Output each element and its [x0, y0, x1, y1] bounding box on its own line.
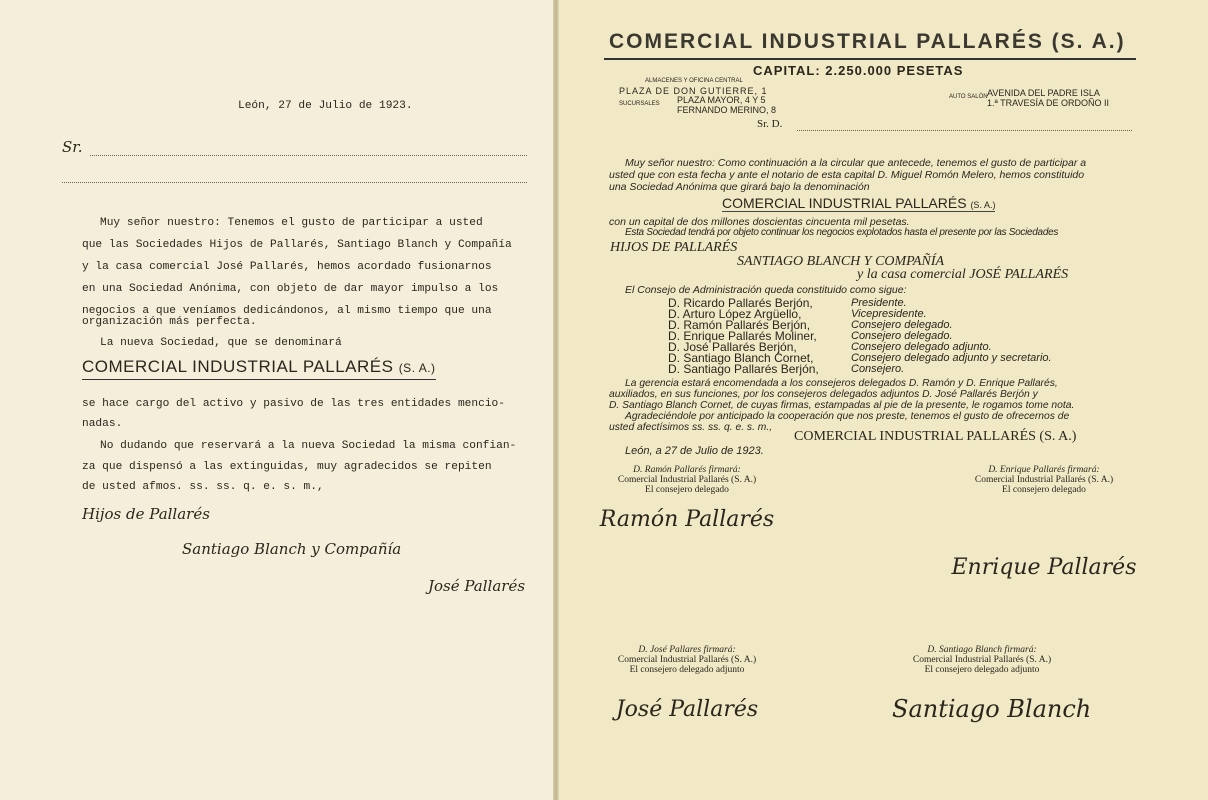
capital-text: con un capital de dos millones doscientas cincuenta mil pesetas.: [609, 216, 910, 228]
council-member-role: Consejero.: [851, 363, 905, 375]
closing-line: usted afectísimos ss. ss. q. e. s. m.,: [609, 422, 773, 433]
society-name: HIJOS DE PALLARÉS: [610, 240, 738, 255]
intro-line: una Sociedad Anónima que girará bajo la denominación: [609, 181, 870, 193]
council-member-name: D. Santiago Blanch Cornet,: [668, 351, 814, 365]
body-line: se hace cargo del activo y pasivo de las tres entidades mencio-: [82, 398, 505, 410]
letter-date: León, a 27 de Julio de 1923.: [625, 445, 764, 457]
office-label: ALMACENES Y OFICINA CENTRAL: [645, 78, 743, 84]
body-line: organización más perfecta.: [82, 316, 257, 328]
branch-address: FERNANDO MERINO, 8: [677, 105, 777, 115]
closing-line: Agradeciéndole por anticipado la cooperación que nos preste, tenemos el gusto de ofrecernos de: [625, 411, 1070, 422]
body-line: za que dispensó a las extinguidas, muy agradecidos se repiten: [82, 461, 492, 473]
salutation-prefix: Sr.: [62, 138, 83, 156]
council-member-role: Vicepresidente.: [851, 308, 927, 320]
signer-block: D. Santiago Blanch firmará: Comercial Industrial Pallarés (S. A.) El consejero delegado adjunto Santiago Blanch: [892, 645, 1092, 723]
signature: José Pallarés: [615, 697, 759, 722]
council-member-name: D. Ramón Pallarés Berjón,: [668, 318, 811, 332]
body-line: La nueva Sociedad, que se denominará: [100, 337, 342, 349]
council-member-role: Consejero delegado.: [851, 319, 953, 331]
council-member-name: D. Arturo López Argüello,: [668, 307, 802, 321]
society-name: SANTIAGO BLANCH Y COMPAÑÍA: [737, 254, 945, 269]
closing-line: La gerencia estará encomendada a los consejeros delegados D. Ramón y D. Enrique Pallarés,: [625, 378, 1058, 389]
body-line: y la casa comercial José Pallarés, hemos acordado fusionarnos: [82, 261, 492, 273]
signature: Santiago Blanch: [892, 695, 1092, 723]
signer-block: D. José Pallares firmará: Comercial Industrial Pallarés (S. A.) El consejero delegado adjunto José Pallarés: [597, 645, 777, 722]
auto-salon-label: AUTO SALÓN: [949, 94, 988, 100]
body-line: No dudando que reservará a la nueva Sociedad la misma confian-: [100, 440, 517, 452]
branches-label: SUCURSALES: [619, 101, 660, 107]
page-fold: [553, 0, 559, 800]
closing-line: D. Santiago Blanch Cornet, de cuyas firmas, estampadas al pie de la presente, le rogamos tome nota.: [609, 400, 1075, 411]
council-member-role: Consejero delegado adjunto y secretario.: [851, 352, 1052, 364]
letter-date: León, 27 de Julio de 1923.: [238, 100, 413, 112]
society-name: y la casa comercial JOSÉ PALLARÉS: [857, 267, 1069, 282]
auto-salon-address: AVENIDA DEL PADRE ISLA: [987, 88, 1100, 98]
branch-address: PLAZA MAYOR, 4 Y 5: [677, 95, 766, 105]
signature-jose-pallares: José Pallarés: [428, 577, 526, 595]
council-member-name: D. Enrique Pallarés Moliner,: [668, 329, 817, 343]
signature-hijos-de-pallares: Hijos de Pallarés: [82, 505, 210, 523]
intro-line: Muy señor nuestro: Como continuación a la circular que antecede, tenemos el gusto de participar a: [625, 157, 1087, 169]
signature-santiago-blanch: Santiago Blanch y Compañía: [182, 540, 402, 558]
signer-block: D. Ramón Pallarés firmará: Comercial Industrial Pallarés (S. A.) El consejero delegado Ramón Pallarés: [597, 465, 777, 532]
salutation-prefix: Sr. D.: [757, 118, 783, 130]
council-member-name: D. José Pallarés Berjón,: [668, 340, 797, 354]
body-line: que las Sociedades Hijos de Pallarés, Santiago Blanch y Compañía: [82, 239, 512, 251]
auto-salon-address: 1.ª TRAVESÍA DE ORDOÑO II: [987, 98, 1110, 108]
council-member-name: D. Ricardo Pallarés Berjón,: [668, 296, 813, 310]
closing-line: auxiliados, en sus funciones, por los consejeros delegados adjuntos D. José Pallarés Berjón y: [609, 389, 1038, 400]
recipient-line: [62, 182, 527, 183]
letterhead-rule: [604, 58, 1136, 60]
object-text: Esta Sociedad tendrá por objeto continuar los negocios explotados hasta el presente por las Sociedades: [625, 227, 1059, 238]
council-member-role: Presidente.: [851, 297, 907, 309]
letterhead-title: COMERCIAL INDUSTRIAL PALLARÉS (S. A.): [609, 30, 1126, 53]
recipient-line: [797, 130, 1132, 131]
signer-block: D. Enrique Pallarés firmará: Comercial Industrial Pallarés (S. A.) El consejero delegado Enrique Pallarés: [949, 465, 1139, 580]
body-line: negocios a que veníamos dedicándonos, al mismo tiempo que una: [82, 305, 492, 317]
right-page-letter: [557, 0, 1208, 800]
council-intro: El Consejo de Administración queda constituido como sigue:: [625, 284, 907, 296]
signature: Ramón Pallarés: [599, 507, 775, 532]
intro-line: usted que con esta fecha y ante el notario de esta capital D. Miguel Romón Melero, hemos constituido: [609, 169, 1085, 181]
office-address: PLAZA DE DON GUTIERRE, 1: [619, 86, 768, 96]
capital: CAPITAL: 2.250.000 PESETAS: [753, 63, 964, 78]
company-name: COMERCIAL INDUSTRIAL PALLARÉS (S. A.): [722, 195, 996, 211]
council-member-role: Consejero delegado adjunto.: [851, 341, 992, 353]
body-line: nadas.: [82, 418, 123, 430]
left-page-letter: [0, 0, 555, 800]
signature: Enrique Pallarés: [951, 555, 1137, 580]
recipient-line: [90, 155, 527, 156]
body-line: Muy señor nuestro: Tenemos el gusto de participar a usted: [100, 217, 483, 229]
body-line: en una Sociedad Anónima, con objeto de dar mayor impulso a los: [82, 283, 499, 295]
closing-company: COMERCIAL INDUSTRIAL PALLARÉS (S. A.): [794, 429, 1077, 444]
company-name: COMERCIAL INDUSTRIAL PALLARÉS (S. A.): [82, 357, 436, 380]
council-member-name: D. Santiago Pallarés Berjón,: [668, 362, 819, 376]
council-member-role: Consejero delegado.: [851, 330, 953, 342]
body-line: de usted afmos. ss. ss. q. e. s. m.,: [82, 481, 324, 493]
